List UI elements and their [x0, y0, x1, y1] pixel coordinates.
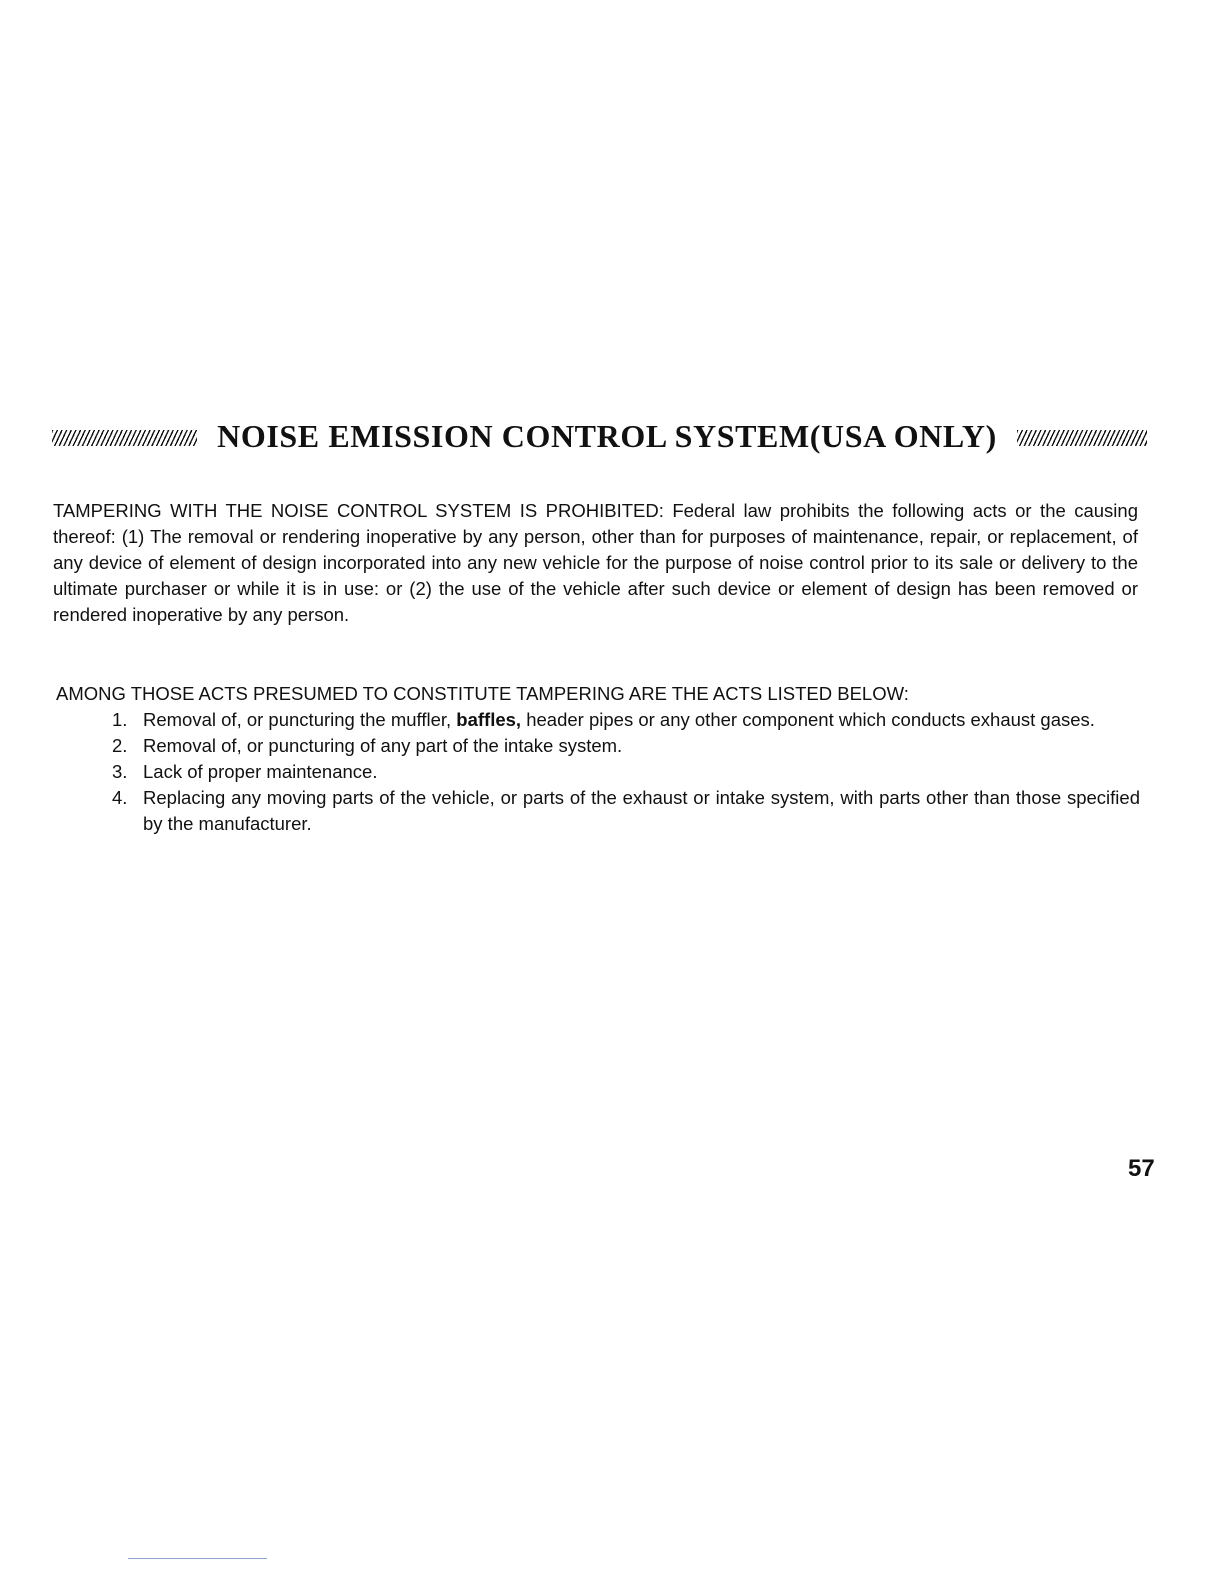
list-item [112, 733, 1140, 759]
list-item-text: Replacing any moving parts of the vehicle, or parts of the exhaust or intake system, with parts other than those specified by the manufacturer. [143, 787, 1140, 834]
page-number: 57 [1128, 1155, 1155, 1182]
list-item-text-after: header pipes or any other component which conducts exhaust gases. [526, 709, 1095, 730]
list-item-number: 4. [112, 787, 128, 808]
acts-heading: AMONG THOSE ACTS PRESUMED TO CONSTITUTE TAMPERING ARE THE ACTS LISTED BELOW: [56, 683, 909, 704]
section-title: NOISE EMISSION CONTROL SYSTEM(USA ONLY) [217, 417, 997, 454]
list-item [112, 759, 1140, 785]
title-hatch-right [1017, 430, 1147, 446]
section-title-bar [52, 414, 1147, 458]
list-item-text [143, 707, 1140, 733]
list-item-bold-term: baffles, [456, 709, 522, 730]
list-item [112, 785, 1140, 837]
tampering-paragraph [53, 498, 1138, 628]
list-item-text: Removal of, or puncturing of any part of the intake system. [143, 735, 623, 756]
list-item-number: 2. [112, 735, 128, 756]
tampering-text: Federal law prohibits the following acts or the causing thereof: (1) The removal or rendering inoperative by any person, other than for purposes of maintenance, repair, or replacement, of any device of element of design incorporated into any new vehicle for the purpose of noise control prior to its sale or delivery to the ultimate purchaser or while it is in use: or (2) the use of the vehicle after such device or element of design has been removed or rendered inoperative by any person. [53, 500, 1138, 625]
acts-list [112, 707, 1140, 837]
tampering-lead: TAMPERING WITH THE NOISE CONTROL SYSTEM IS PROHIBITED: [53, 500, 664, 521]
list-item-text: Lack of proper maintenance. [143, 761, 378, 782]
list-item-text-before: Removal of, or puncturing the muffler, [143, 709, 452, 730]
list-item-number: 1. [112, 709, 128, 730]
list-item [112, 707, 1140, 733]
list-item-number: 3. [112, 761, 128, 782]
title-hatch-left [52, 430, 197, 446]
footer-rule [128, 1558, 267, 1559]
